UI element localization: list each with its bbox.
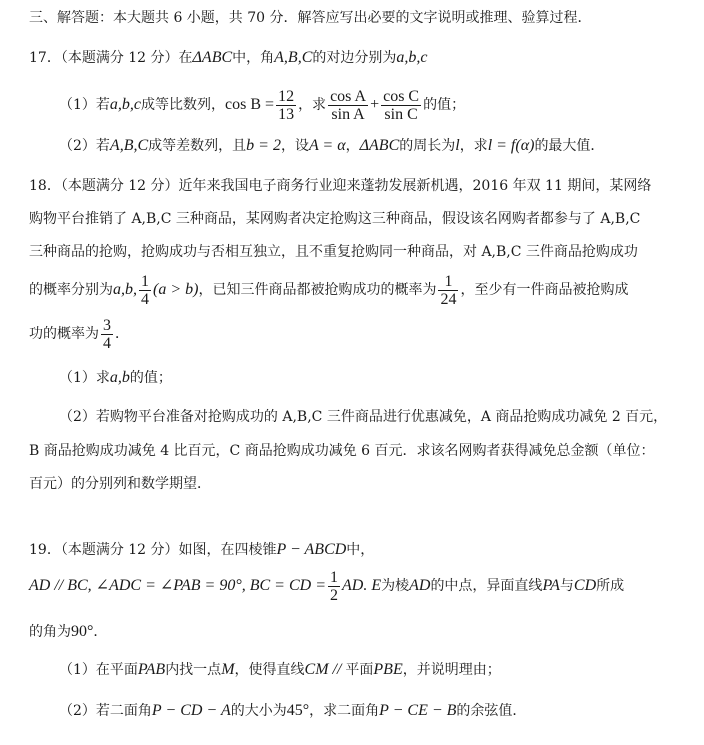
- q18-line-3: 三种商品的抢购，抢购成功与否相互独立，且不重复抢购同一种商品，对 A,B,C 三件商品抢购成功: [29, 244, 638, 260]
- q19-stem: 19．（本题满分 12 分）如图，在四棱锥P − ABCD中，: [29, 541, 375, 558]
- q18-line-5: 功的概率为 $\frac{3}{4}$ ．: [29, 316, 129, 352]
- q17-stem: 17．（本题满分 12 分）在ΔABC中，角A,B,C的对边分别为a,b,c: [29, 49, 428, 66]
- fraction-cosC-sinC: $\frac{\text{cos C}}{\text{sin C}}$: [383, 87, 420, 123]
- q18-line-4: 的概率分别为a,b, $\frac{1}{4}$ (a > b)，已知三件商品都被抢购成功的概率为 $\frac{1}{24}$ ，至少有一件商品被抢购成: [29, 272, 629, 308]
- q19-part2: （2）若二面角P − CD − A的大小为45°，求二面角P − CE − B的余弦值．: [59, 702, 527, 719]
- fraction-12-13: $\frac{12}{13}$: [278, 87, 295, 123]
- fraction-1-4: $\frac{1}{4}$: [141, 272, 149, 308]
- q18-line-2: 购物平台推销了 A,B,C 三种商品，某网购者决定抢购这三种商品，假设该名网购者都参与了 A,B,C: [29, 211, 641, 227]
- q19-line-2: AD // BC, ∠ADC = ∠PAB = 90°, BC = CD = $\frac{1}{2}$ AD. E为棱AD的中点，异面直线PA与CD所成: [29, 568, 625, 604]
- q17-part1: （1）若a,b,c成等比数列，cos B = $\frac{12}{13}$ ，求 $\frac{\text{cos A}}{\text{sin A}}$ + $\frac{\text{cos C}}{\text{sin C}}$ 的值；: [59, 87, 466, 123]
- fraction-3-4: $\frac{3}{4}$: [103, 316, 111, 352]
- q19-line-3: 的角为90°．: [29, 623, 108, 640]
- fraction-cosA-sinA: $\frac{\text{cos A}}{\text{sin A}}$: [330, 87, 367, 123]
- q18-part2-line-2: B 商品抢购成功减免 4 比百元，C 商品抢购成功减免 6 百元．求该名网购者获得减免总金额（单位：: [29, 443, 655, 459]
- q17-part2: （2）若A,B,C成等差数列，且b = 2，设A = α，ΔABC的周长为l，求l = f(α)的最大值．: [59, 137, 605, 154]
- q18-part1: （1）求a,b的值；: [59, 369, 172, 386]
- q18-part2-line-1: （2）若购物平台准备对抢购成功的 A,B,C 三件商品进行优惠减免，A 商品抢购成功减免 2 百元，: [59, 409, 668, 425]
- q18-line-1: 18．（本题满分 12 分）近年来我国电子商务行业迎来蓬勃发展新机遇，2016 年双 11 期间，某网络: [29, 178, 652, 194]
- q18-part2-line-3: 百元）的分别列和数学期望．: [29, 476, 211, 492]
- q19-part1: （1）在平面PAB内找一点M，使得直线CM // 平面PBE，并说明理由；: [59, 661, 501, 678]
- section-header: 三、解答题：本大题共 6 小题，共 70 分．解答应写出必要的文字说明或推理、验算过程．: [29, 10, 592, 26]
- fraction-1-2: $\frac{1}{2}$: [330, 568, 338, 604]
- fraction-1-24: $\frac{1}{24}$: [440, 272, 457, 308]
